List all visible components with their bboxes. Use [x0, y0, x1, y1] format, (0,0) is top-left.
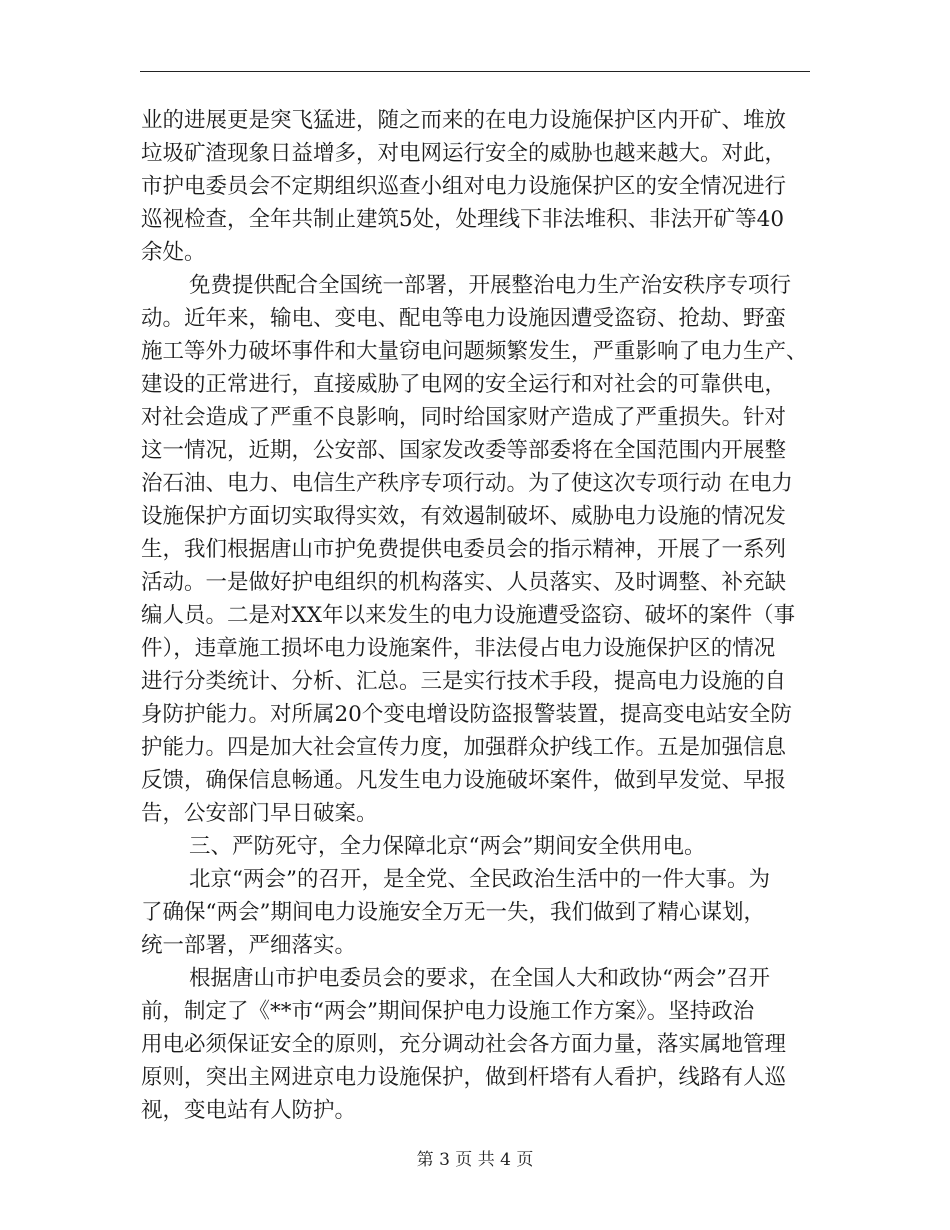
text-line: 件），违章施工损坏电力设施案件，非法侵占电力设施保护区的情况 — [141, 636, 776, 661]
document-body — [141, 104, 811, 1127]
text-line: 业的进展更是突飞猛进，随之而来的在电力设施保护区内开矿、堆放 — [141, 108, 787, 133]
text-line: 建设的正常进行，直接威胁了电网的安全运行和对社会的可靠供电， — [141, 372, 787, 397]
text-line: 视，变电站有人防护。 — [141, 1098, 357, 1123]
paragraph-first-line: 根据唐山市护电委员会的要求，在全国人大和政协“两会”召开 — [189, 966, 770, 991]
page-footer: 第 3 页 共 4 页 — [416, 1150, 534, 1170]
text-line: 告，公安部门早日破案。 — [141, 801, 378, 826]
paragraph-first-line: 北京“两会”的召开，是全党、全民政治生活中的一件大事。为 — [189, 867, 770, 892]
text-line: 活动。一是做好护电组织的机构落实、人员落实、及时调整、补充缺 — [141, 570, 787, 595]
text-line: 进行分类统计、分析、汇总。三是实行技术手段，提高电力设施的自 — [141, 669, 787, 694]
text-line: 设施保护方面切实取得实效，有效遏制破坏、威胁电力设施的情况发 — [141, 504, 787, 529]
text-line: 治石油、电力、电信生产秩序专项行动。为了使这次专项行动 在电力 — [141, 471, 793, 496]
text-line: 编人员。二是对XX年以来发生的电力设施遭受盗窃、破坏的案件（事 — [141, 603, 796, 628]
text-line: 用电必须保证安全的原则，充分调动社会各方面力量，落实属地管理 — [141, 1032, 787, 1057]
text-line: 护能力。四是加大社会宣传力度，加强群众护线工作。五是加强信息 — [141, 735, 787, 760]
section-heading: 三、严防死守，全力保障北京“两会”期间安全供用电。 — [189, 834, 706, 859]
text-line: 身防护能力。对所属20个变电增设防盗报警装置，提高变电站安全防 — [141, 702, 792, 727]
header-rule — [140, 71, 810, 72]
text-line: 原则，突出主网进京电力设施保护，做到杆塔有人看护，线路有人巡 — [141, 1065, 787, 1090]
text-line: 了确保“两会”期间电力设施安全万无一失，我们做到了精心谋划， — [141, 900, 765, 925]
text-line: 前，制定了《**市“两会”期间保护电力设施工作方案》。坚持政治 — [141, 999, 755, 1024]
text-line: 这一情况，近期，公安部、国家发改委等部委将在全国范围内开展整 — [141, 438, 787, 463]
text-line: 施工等外力破坏事件和大量窃电问题频繁发生，严重影响了电力生产、 — [141, 339, 808, 364]
text-line: 对社会造成了严重不良影响，同时给国家财产造成了严重损失。针对 — [141, 405, 787, 430]
text-line: 动。近年来，输电、变电、配电等电力设施因遭受盗窃、抢劫、野蛮 — [141, 306, 787, 331]
text-line: 反馈，确保信息畅通。凡发生电力设施破坏案件，做到早发觉、早报 — [141, 768, 787, 793]
text-line: 生，我们根据唐山市护免费提供电委员会的指示精神，开展了一系列 — [141, 537, 787, 562]
text-line: 余处。 — [141, 240, 206, 265]
text-line: 统一部署，严细落实。 — [141, 933, 357, 958]
paragraph-first-line: 免费提供配合全国统一部署，开展整治电力生产治安秩序专项行 — [189, 273, 792, 298]
text-line: 市护电委员会不定期组织巡查小组对电力设施保护区的安全情况进行 — [141, 174, 787, 199]
text-line: 垃圾矿渣现象日益增多，对电网运行安全的威胁也越来越大。对此， — [141, 141, 787, 166]
text-line: 巡视检查，全年共制止建筑5处，处理线下非法堆积、非法开矿等40 — [141, 207, 785, 232]
